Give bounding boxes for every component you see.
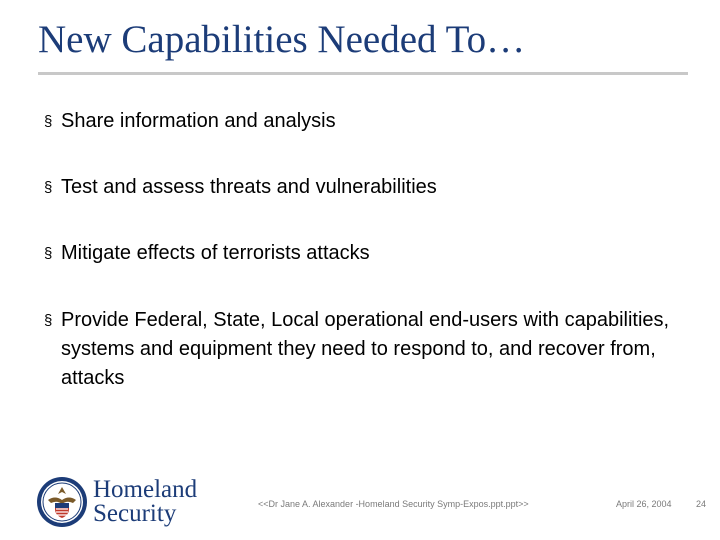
bullet-marker: § [44, 113, 53, 130]
wordmark-line-1: Homeland [93, 476, 198, 503]
dhs-seal-icon [36, 476, 88, 528]
bullet-text: Test and assess threats and vulnerabilities [61, 176, 437, 198]
bullet-item [44, 239, 684, 268]
slide-title: New Capabilities Needed To… [38, 18, 526, 61]
bullet-text: Mitigate effects of terrorists attacks [61, 242, 370, 264]
wordmark-line-2: Security [93, 500, 177, 527]
bullet-marker: § [44, 179, 53, 196]
title-divider [38, 72, 688, 75]
page-number: 24 [696, 499, 707, 509]
bullet-text: Provide Federal, State, Local operational end-users with capabilities, systems and equipment they need to respond to, and recover from, attacks [61, 309, 670, 389]
bullet-item [44, 173, 684, 202]
bullet-text: Share information and analysis [61, 110, 336, 132]
bullet-marker: § [44, 312, 53, 329]
bullet-item [44, 306, 684, 393]
footer-date: April 26, 2004 [616, 499, 672, 509]
bullet-item [44, 107, 684, 136]
bullet-marker: § [44, 245, 53, 262]
homeland-security-wordmark [93, 478, 197, 526]
footer-source: <<Dr Jane A. Alexander -Homeland Security Symp-Expos.ppt.ppt>> [258, 499, 529, 509]
